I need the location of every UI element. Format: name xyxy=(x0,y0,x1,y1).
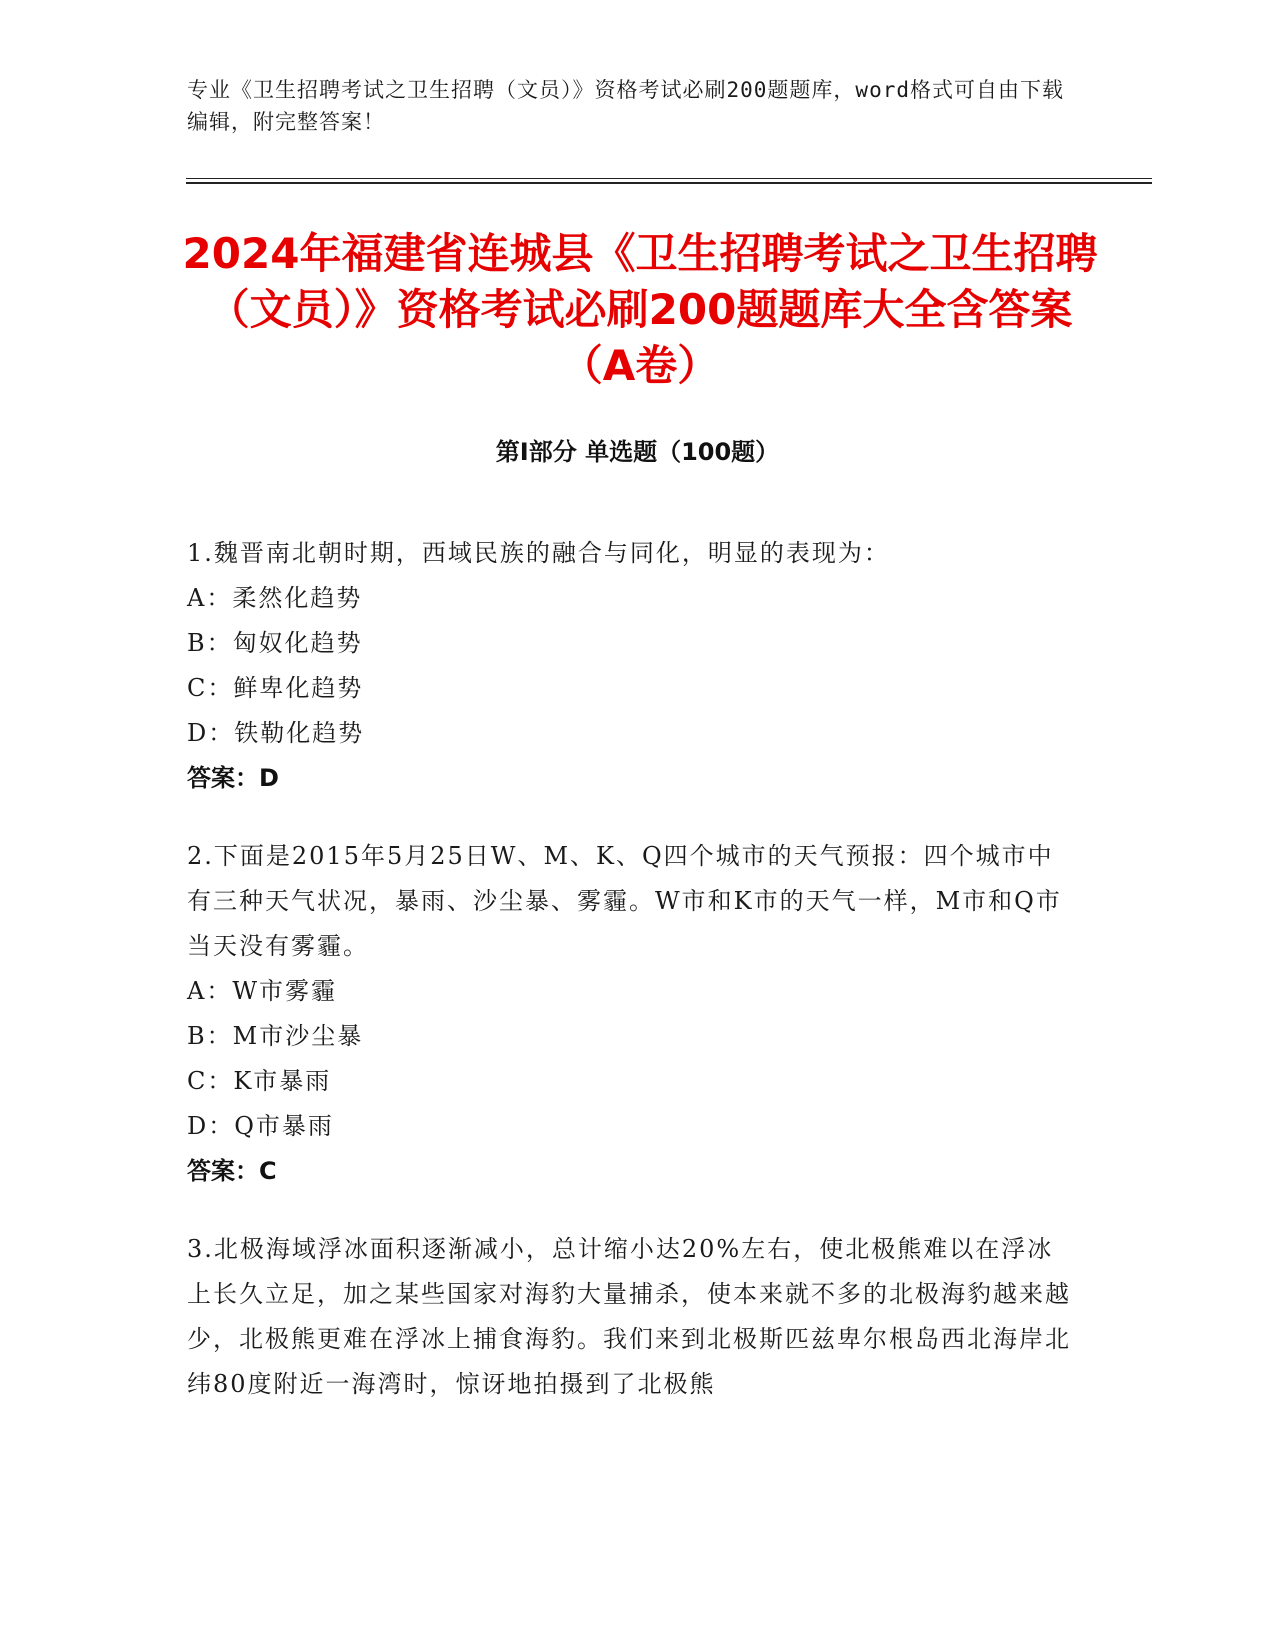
answer-line xyxy=(187,756,1077,801)
option-c: C：鲜卑化趋势 xyxy=(187,674,364,702)
header-divider-thick xyxy=(186,182,1152,184)
answer-value: C xyxy=(259,1157,277,1185)
section-title: 第Ⅰ部分 单选题（100题） xyxy=(495,438,780,466)
answer-value: D xyxy=(259,764,279,792)
option-b: B：匈奴化趋势 xyxy=(187,629,363,657)
question-1 xyxy=(187,531,1077,801)
answer-line xyxy=(187,1149,1077,1194)
option-c: C：K市暴雨 xyxy=(187,1067,332,1095)
option-a: A：W市雾霾 xyxy=(187,977,337,1005)
answer-label: 答案： xyxy=(187,1157,259,1185)
answer-label: 答案： xyxy=(187,764,259,792)
question-stem: 3.北极海域浮冰面积逐渐减小，总计缩小达20%左右，使北极熊难以在浮冰上长久立足，加之某些国家对海豹大量捕杀，使本来就不多的北极海豹越来越少，北极熊更难在浮冰上捕食海豹。我们来到北极斯匹兹卑尔根岛西北海岸北纬80度附近一海湾时，惊讶地拍摄到了北极熊 xyxy=(187,1235,1071,1398)
option-b: B：M市沙尘暴 xyxy=(187,1022,364,1050)
question-3 xyxy=(187,1227,1077,1407)
document-title: 2024年福建省连城县《卫生招聘考试之卫生招聘（文员）》资格考试必刷200题题库大全含答案（A卷） xyxy=(182,229,1098,390)
option-d: D：铁勒化趋势 xyxy=(187,719,365,747)
option-a: A：柔然化趋势 xyxy=(187,584,363,612)
question-list xyxy=(187,531,1077,1440)
question-stem: 1.魏晋南北朝时期，西域民族的融合与同化，明显的表现为： xyxy=(187,539,890,567)
option-d: D：Q市暴雨 xyxy=(187,1112,334,1140)
header-divider-thin xyxy=(186,178,1152,179)
question-2 xyxy=(187,834,1077,1194)
question-stem: 2.下面是2015年5月25日W、M、K、Q四个城市的天气预报：四个城市中有三种天气状况，暴雨、沙尘暴、雾霾。W市和K市的天气一样，M市和Q市当天没有雾霾。 xyxy=(187,842,1062,960)
header-note: 专业《卫生招聘考试之卫生招聘（文员）》资格考试必刷200题题库，word格式可自由下载编辑，附完整答案！ xyxy=(187,78,1064,134)
